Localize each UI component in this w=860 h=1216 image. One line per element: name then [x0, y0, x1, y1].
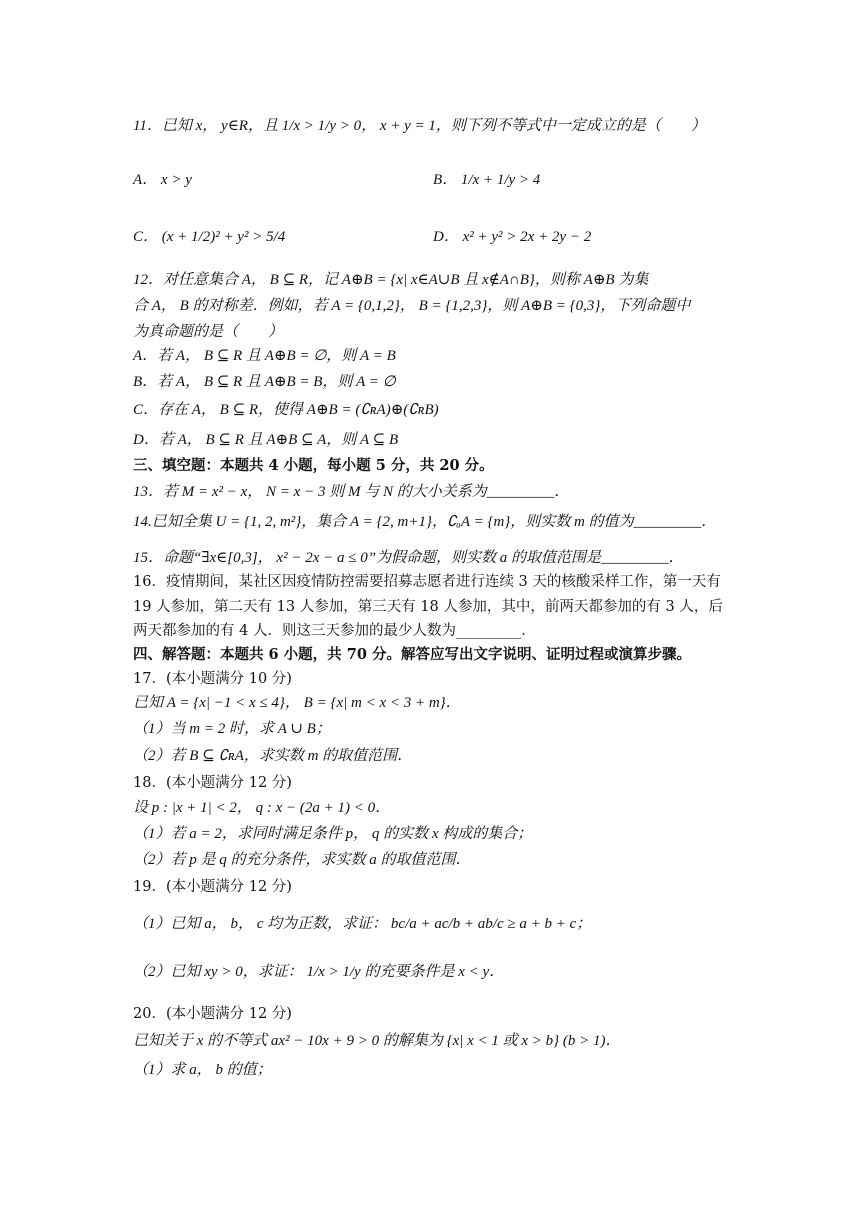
- question-13: 13．若 M = x² − x， N = x − 3 则 M 与 N 的大小关系为_________．: [133, 484, 570, 500]
- question-18-given: 设 p : |x + 1| < 2， q : x − (2a + 1) < 0．: [133, 800, 391, 816]
- q11-option-d: D． x² + y² > 2x + 2y − 2: [433, 229, 592, 245]
- question-11: 11．已知 x， y∈R，且 1/x > 1/y > 0， x + y = 1，则下列不等式中一定成立的是（ ）: [133, 118, 706, 134]
- question-15: 15．命题“∃x∈[0,3]， x² − 2x − a ≤ 0”为假命题，则实数 a 的取值范围是_________．: [133, 550, 684, 566]
- question-12-line3: 为真命题的是（ ）: [133, 324, 284, 340]
- question-17-given: 已知 A = {x| −1 < x ≤ 4}， B = {x| m < x < 3 + m}．: [133, 695, 461, 711]
- question-19-header: 19．(本小题满分 12 分): [133, 879, 292, 895]
- question-12-line2: 合 A， B 的对称差．例如，若 A = {0,1,2}， B = {1,2,3}，则 A⊕B = {0,3}，下列命题中: [133, 298, 691, 314]
- q11-option-b: B． 1/x + 1/y > 4: [433, 172, 541, 188]
- section-4-heading: 四、解答题：本题共 6 小题，共 70 分。解答应写出文字说明、证明过程或演算步骤。: [133, 646, 691, 663]
- question-18-part2: （2）若 p 是 q 的充分条件，求实数 a 的取值范围．: [133, 852, 471, 868]
- q12-option-a: A．若 A， B ⊆ R 且 A⊕B = ∅，则 A = B: [133, 348, 396, 364]
- question-14: 14.已知全集 U = {1, 2, m²}，集合 A = {2, m+1}，∁ᵤA = {m}，则实数 m 的值为_________．: [133, 514, 717, 530]
- question-18-header: 18．(本小题满分 12 分): [133, 775, 292, 791]
- question-19-part1: （1）已知 a， b， c 均为正数，求证： bc/a + ac/b + ab/c ≥ a + b + c；: [133, 916, 592, 932]
- question-17-part2: （2）若 B ⊆ ∁ʀA，求实数 m 的取值范围．: [133, 748, 413, 764]
- q12-option-d: D．若 A， B ⊆ R 且 A⊕B ⊆ A，则 A ⊆ B: [133, 432, 399, 448]
- q11-option-c: C． (x + 1/2)² + y² > 5/4: [133, 229, 286, 245]
- question-18-part1: （1）若 a = 2，求同时满足条件 p， q 的实数 x 构成的集合；: [133, 826, 533, 842]
- q12-option-c: C．存在 A， B ⊆ R，使得 A⊕B = (∁ʀA)⊕(∁ʀB): [133, 402, 439, 418]
- question-20-part1: （1）求 a， b 的值；: [133, 1062, 272, 1078]
- question-17-part1: （1）当 m = 2 时，求 A ∪ B；: [133, 721, 331, 737]
- q12-option-b: B．若 A， B ⊆ R 且 A⊕B = B，则 A = ∅: [133, 374, 396, 390]
- question-12-line1: 12．对任意集合 A， B ⊆ R，记 A⊕B = {x| x∈A∪B 且 x∉A∩B}，则称 A⊕B 为集: [133, 272, 649, 288]
- section-3-heading: 三、填空题：本题共 4 小题，每小题 5 分，共 20 分。: [133, 457, 494, 474]
- question-20-given: 已知关于 x 的不等式 ax² − 10x + 9 > 0 的解集为 {x| x < 1 或 x > b} (b > 1)．: [133, 1033, 621, 1049]
- question-16-line1: 16．疫情期间，某社区因疫情防控需要招募志愿者进行连续 3 天的核酸采样工作，第一天有: [133, 574, 721, 590]
- question-19-part2: （2）已知 xy > 0，求证： 1/x > 1/y 的充要条件是 x < y．: [133, 964, 505, 980]
- question-20-header: 20．(本小题满分 12 分): [133, 1006, 292, 1022]
- q11-option-a: A． x > y: [133, 172, 192, 188]
- question-16-line2: 19 人参加，第二天有 13 人参加，第三天有 18 人参加，其中，前两天都参加的有 3 人，后: [133, 599, 723, 615]
- question-16-line3: 两天都参加的有 4 人．则这三天参加的最少人数为_________．: [133, 623, 536, 639]
- question-17-header: 17．(本小题满分 10 分): [133, 671, 292, 687]
